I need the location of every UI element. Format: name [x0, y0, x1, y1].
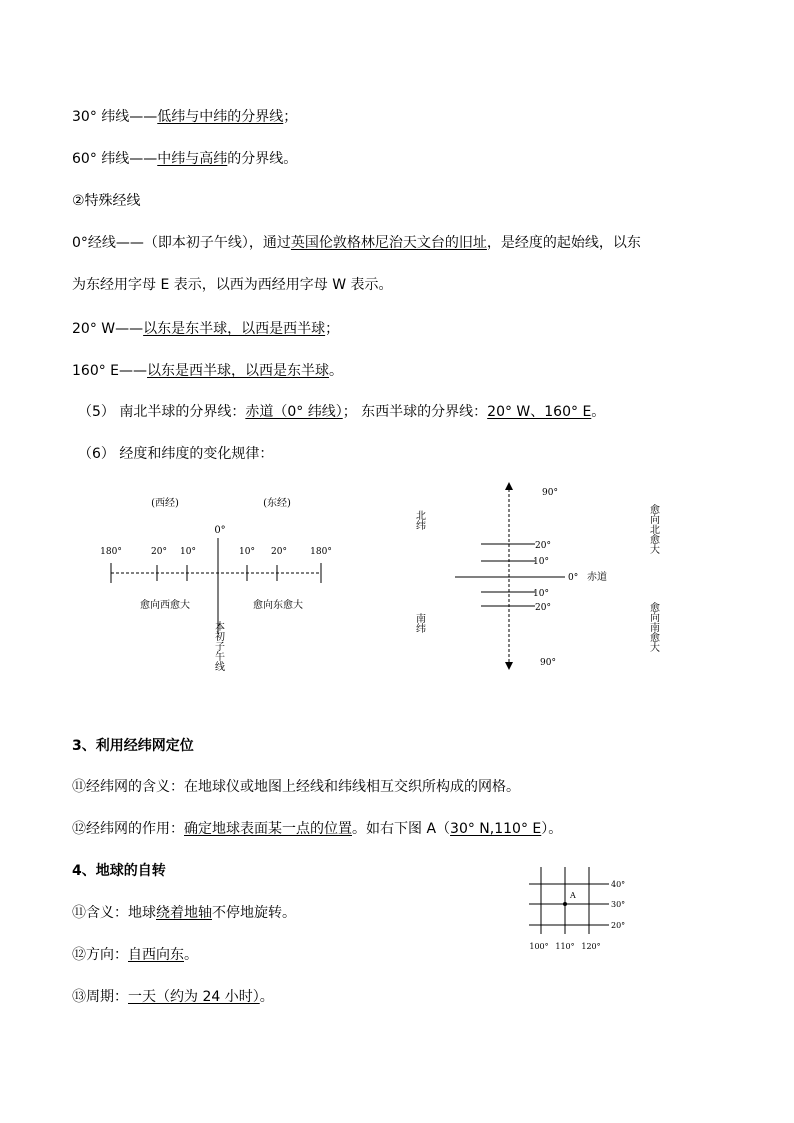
tick-label: 180°: [100, 547, 122, 557]
tick-label: 90°: [542, 488, 558, 498]
lon-label: 120°: [581, 942, 601, 951]
point-a-marker: [563, 902, 567, 906]
line-hemisphere-boundaries: （5） 南北半球的分界线：赤道（0° 纬线）； 东西半球的分界线：20° W、160° E。: [78, 404, 606, 420]
line-30-lat: 30° 纬线——低纬与中纬的分界线；: [72, 109, 298, 125]
line-change-rules: （6） 经度和纬度的变化规律：: [78, 446, 274, 462]
zero-label: 0°: [568, 573, 579, 583]
lat-label: 30°: [611, 900, 626, 909]
line-160e: 160° E——以东是西半球，以西是东半球。: [72, 363, 344, 379]
tick-label: 10°: [533, 557, 549, 567]
point-a-label: A: [570, 891, 576, 900]
east-label: (东经): [263, 498, 291, 509]
section-3-heading: 3、利用经纬网定位: [72, 738, 194, 754]
tick-label: 10°: [180, 547, 196, 557]
line-rotation-meaning: ⑪含义：地球绕着地轴不停地旋转。: [72, 905, 296, 921]
south-label: 南纬: [413, 613, 425, 633]
line-rotation-period: ⑬周期：一天（约为 24 小时）。: [72, 989, 274, 1005]
line-60-lat: 60° 纬线——中纬与高纬的分界线。: [72, 151, 298, 167]
north-label: 北纬: [413, 510, 425, 530]
line-graticule-use: ⑫经纬网的作用：确定地球表面某一点的位置。如右下图 A（30° N,110° E）。: [72, 821, 563, 837]
line-prime-meridian: 0°经线——（即本初子午线），通过英国伦敦格林尼治天文台的旧址，是经度的起始线，以东: [72, 235, 641, 251]
meridian-label: 本初子午线: [212, 621, 224, 671]
tick-label: 10°: [533, 589, 549, 599]
tick-label: 10°: [239, 547, 255, 557]
south-bigger-label: 愈向南愈大: [647, 602, 659, 652]
tick-label: 20°: [535, 603, 551, 613]
line-graticule-meaning: ⑪经纬网的含义：在地球仪或地图上经线和纬线相互交织所构成的网格。: [72, 779, 520, 795]
west-bigger-label: 愈向西愈大: [140, 600, 190, 611]
lon-label: 110°: [555, 942, 575, 951]
east-bigger-label: 愈向东愈大: [253, 600, 303, 611]
longitude-diagram: [95, 486, 355, 686]
north-bigger-label: 愈向北愈大: [647, 504, 659, 554]
tick-label: 20°: [271, 547, 287, 557]
lat-label: 40°: [611, 880, 626, 889]
tick-label: 90°: [540, 658, 556, 668]
special-meridians-heading: ②特殊经线: [72, 193, 141, 209]
section-4-heading: 4、地球的自转: [72, 863, 166, 879]
line-east-west-letters: 为东经用字母 E 表示，以西为西经用字母 W 表示。: [72, 277, 393, 293]
lon-label: 100°: [529, 942, 549, 951]
equator-label: 赤道: [587, 572, 607, 583]
graticule-grid-diagram: [525, 862, 635, 957]
west-label: (西经): [151, 498, 179, 509]
tick-label: 20°: [535, 541, 551, 551]
latitude-diagram: [405, 478, 665, 678]
tick-label: 20°: [151, 547, 167, 557]
zero-label: 0°: [214, 525, 226, 536]
line-20w: 20° W——以东是东半球，以西是西半球；: [72, 321, 340, 337]
tick-label: 180°: [310, 547, 332, 557]
lat-label: 20°: [611, 921, 626, 930]
line-rotation-direction: ⑫方向：自西向东。: [72, 947, 198, 963]
